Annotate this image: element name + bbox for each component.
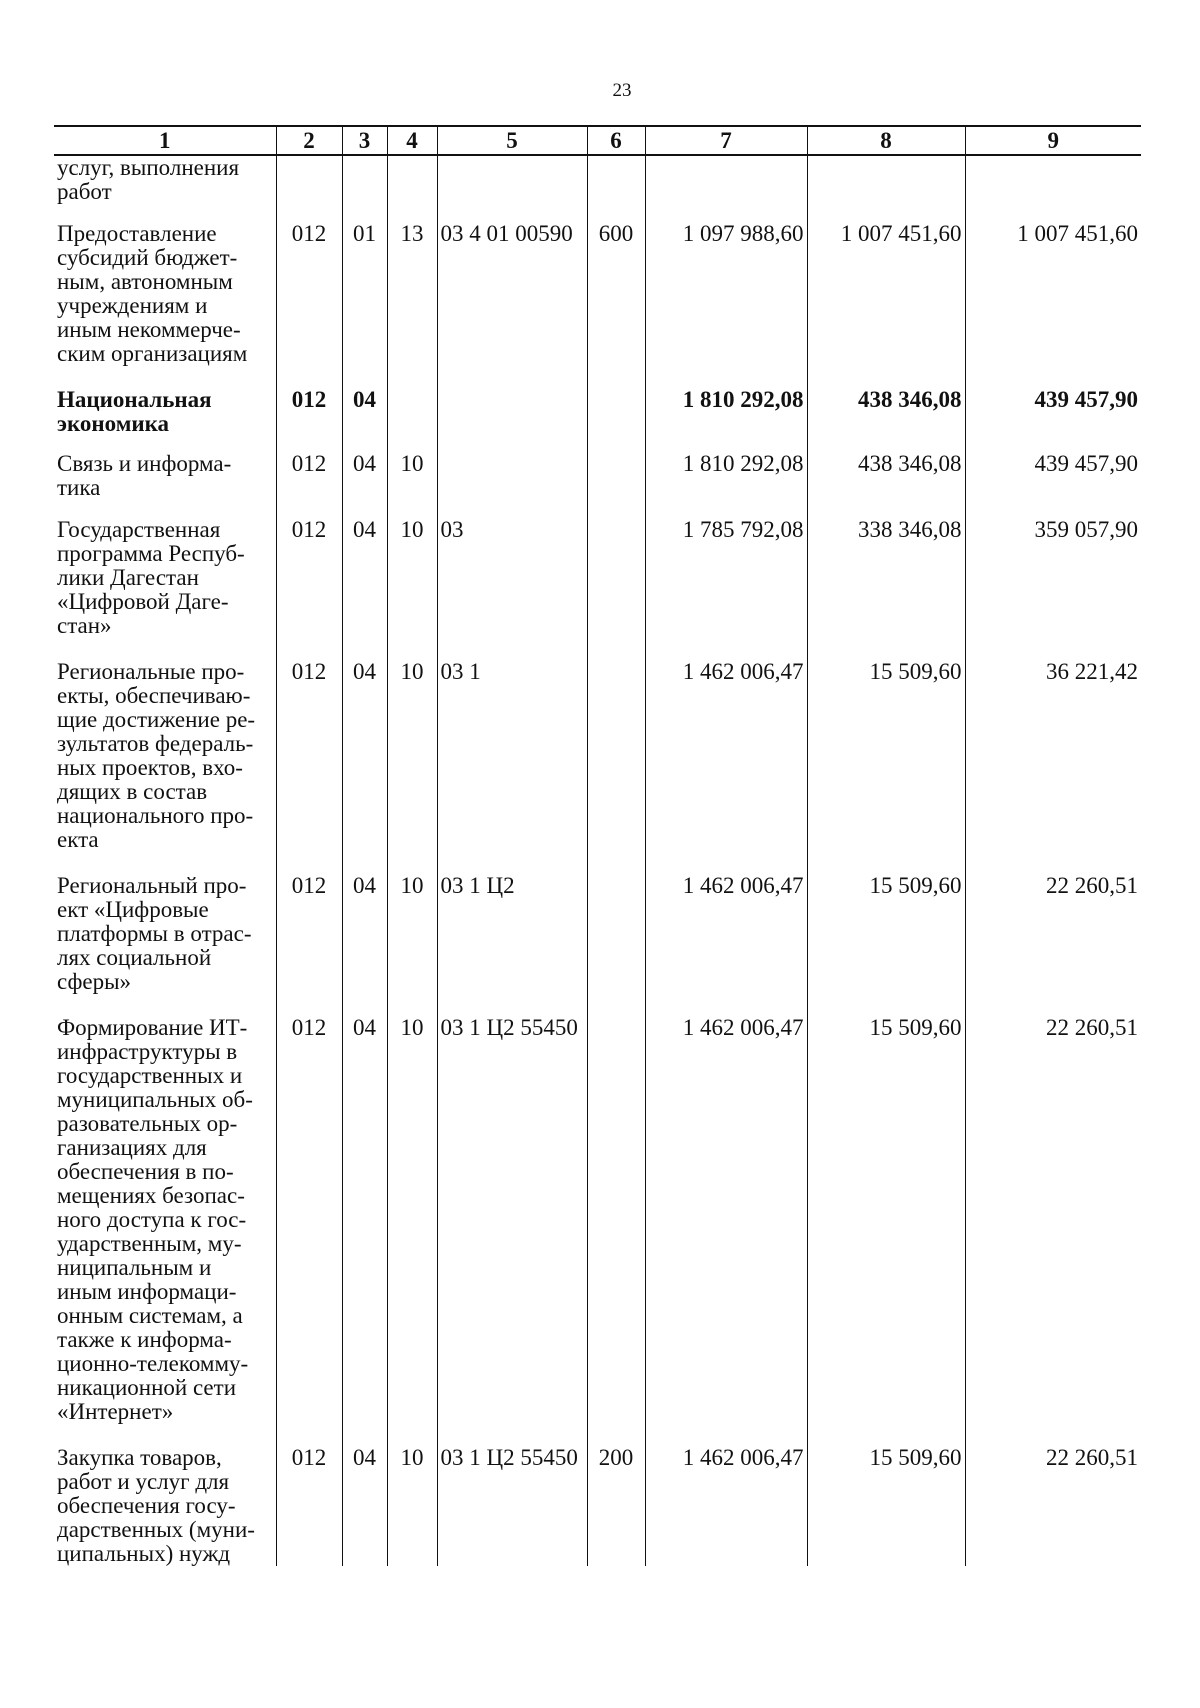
cell-c6 bbox=[587, 155, 645, 218]
cell-c3: 01 bbox=[342, 218, 387, 384]
cell-c5: 03 1 Ц2 55450 bbox=[437, 1442, 587, 1566]
table-row bbox=[54, 1012, 1141, 1442]
cell-c2: 012 bbox=[276, 870, 342, 1012]
cell-c2: 012 bbox=[276, 656, 342, 870]
cell-c8: 438 346,08 bbox=[807, 384, 965, 448]
cell-c9: 439 457,90 bbox=[965, 384, 1141, 448]
cell-c2: 012 bbox=[276, 1012, 342, 1442]
cell-c8: 1 007 451,60 bbox=[807, 218, 965, 384]
budget-table bbox=[54, 125, 1141, 1566]
cell-c9: 22 260,51 bbox=[965, 870, 1141, 1012]
cell-c4: 10 bbox=[387, 514, 437, 656]
row-name: Связь и информа- тика bbox=[57, 451, 232, 500]
cell-c3: 04 bbox=[342, 870, 387, 1012]
cell-c7: 1 810 292,08 bbox=[645, 448, 807, 514]
column-header-3: 3 bbox=[342, 126, 387, 155]
cell-c8: 15 509,60 bbox=[807, 1012, 965, 1442]
cell-c8: 338 346,08 bbox=[807, 514, 965, 656]
cell-c8: 15 509,60 bbox=[807, 1442, 965, 1566]
table-row bbox=[54, 1442, 1141, 1566]
cell-c9: 22 260,51 bbox=[965, 1442, 1141, 1566]
page-number: 23 bbox=[612, 80, 632, 101]
column-header-7: 7 bbox=[645, 126, 807, 155]
cell-c7: 1 462 006,47 bbox=[645, 870, 807, 1012]
cell-c6: 600 bbox=[587, 218, 645, 384]
table-row bbox=[54, 218, 1141, 384]
cell-c4: 13 bbox=[387, 218, 437, 384]
cell-c7 bbox=[645, 155, 807, 218]
cell-c6 bbox=[587, 656, 645, 870]
cell-c2: 012 bbox=[276, 1442, 342, 1566]
column-header-8: 8 bbox=[807, 126, 965, 155]
cell-c4: 10 bbox=[387, 448, 437, 514]
cell-c6 bbox=[587, 870, 645, 1012]
cell-c5 bbox=[437, 448, 587, 514]
table-row bbox=[54, 870, 1141, 1012]
row-name: Предоставление субсидий бюджет- ным, автономным учреждениям и иным некоммерче- ским организациям bbox=[57, 221, 248, 366]
cell-c7: 1 785 792,08 bbox=[645, 514, 807, 656]
column-header-6: 6 bbox=[587, 126, 645, 155]
cell-c4: 10 bbox=[387, 1012, 437, 1442]
cell-c5: 03 bbox=[437, 514, 587, 656]
cell-c4: 10 bbox=[387, 656, 437, 870]
cell-c7: 1 810 292,08 bbox=[645, 384, 807, 448]
cell-c8: 15 509,60 bbox=[807, 656, 965, 870]
row-name: Формирование ИТ- инфраструктуры в государственных и муниципальных об- разовательных ор- ганизациях для обеспечения в по- мещениях безопас- ного доступа к гос- ударственным, му- ниципальным и иным информаци- онным системам, а также к информа- ционно-телекомму- никационной сети «Интернет» bbox=[57, 1015, 253, 1424]
cell-c2: 012 bbox=[276, 448, 342, 514]
cell-c7: 1 097 988,60 bbox=[645, 218, 807, 384]
cell-c7: 1 462 006,47 bbox=[645, 1012, 807, 1442]
row-name: Региональные про- екты, обеспечиваю- щие достижение ре- зультатов федераль- ных проектов, вхо- дящих в состав национального про- екта bbox=[57, 659, 256, 852]
table-row bbox=[54, 514, 1141, 656]
cell-c6 bbox=[587, 448, 645, 514]
cell-c3: 04 bbox=[342, 514, 387, 656]
cell-c8 bbox=[807, 155, 965, 218]
cell-c5: 03 1 Ц2 bbox=[437, 870, 587, 1012]
column-header-9: 9 bbox=[965, 126, 1141, 155]
cell-c2: 012 bbox=[276, 514, 342, 656]
table-row bbox=[54, 656, 1141, 870]
cell-c9: 1 007 451,60 bbox=[965, 218, 1141, 384]
cell-c3: 04 bbox=[342, 1012, 387, 1442]
row-name: Национальная экономика bbox=[57, 387, 212, 436]
table-row bbox=[54, 155, 1141, 218]
cell-c5: 03 1 bbox=[437, 656, 587, 870]
table-header bbox=[54, 126, 1141, 155]
cell-c8: 438 346,08 bbox=[807, 448, 965, 514]
row-name: Региональный про- ект «Цифровые платформы в отрас- лях социальной сферы» bbox=[57, 873, 252, 994]
cell-c6 bbox=[587, 514, 645, 656]
cell-c3: 04 bbox=[342, 1442, 387, 1566]
cell-c8: 15 509,60 bbox=[807, 870, 965, 1012]
column-header-2: 2 bbox=[276, 126, 342, 155]
cell-c2: 012 bbox=[276, 218, 342, 384]
cell-c5 bbox=[437, 155, 587, 218]
cell-c9: 36 221,42 bbox=[965, 656, 1141, 870]
cell-c9: 439 457,90 bbox=[965, 448, 1141, 514]
cell-c3 bbox=[342, 155, 387, 218]
column-header-1: 1 bbox=[54, 126, 276, 155]
column-header-4: 4 bbox=[387, 126, 437, 155]
cell-c2: 012 bbox=[276, 384, 342, 448]
cell-c5: 03 1 Ц2 55450 bbox=[437, 1012, 587, 1442]
cell-c5: 03 4 01 00590 bbox=[437, 218, 587, 384]
cell-c9: 22 260,51 bbox=[965, 1012, 1141, 1442]
cell-c2 bbox=[276, 155, 342, 218]
row-name: Закупка товаров, работ и услуг для обеспечения госу- дарственных (муни- ципальных) нужд bbox=[57, 1445, 255, 1566]
cell-c4: 10 bbox=[387, 1442, 437, 1566]
cell-c4: 10 bbox=[387, 870, 437, 1012]
cell-c3: 04 bbox=[342, 448, 387, 514]
cell-c6: 200 bbox=[587, 1442, 645, 1566]
cell-c7: 1 462 006,47 bbox=[645, 656, 807, 870]
row-name: услуг, выполнения работ bbox=[57, 155, 240, 204]
cell-c9: 359 057,90 bbox=[965, 514, 1141, 656]
column-header-5: 5 bbox=[437, 126, 587, 155]
table-row bbox=[54, 384, 1141, 448]
cell-c3: 04 bbox=[342, 384, 387, 448]
table-row bbox=[54, 448, 1141, 514]
cell-c9 bbox=[965, 155, 1141, 218]
cell-c4 bbox=[387, 155, 437, 218]
cell-c4 bbox=[387, 384, 437, 448]
cell-c3: 04 bbox=[342, 656, 387, 870]
cell-c6 bbox=[587, 384, 645, 448]
row-name: Государственная программа Респуб- лики Дагестан «Цифровой Даге- стан» bbox=[57, 517, 245, 638]
cell-c7: 1 462 006,47 bbox=[645, 1442, 807, 1566]
cell-c6 bbox=[587, 1012, 645, 1442]
cell-c5 bbox=[437, 384, 587, 448]
